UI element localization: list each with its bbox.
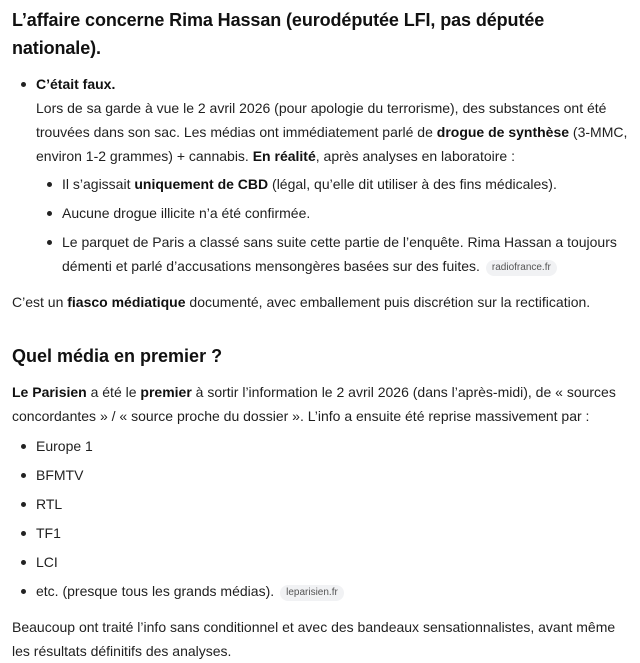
media-item: RTL	[36, 492, 628, 516]
media-heading: Quel média en premier ?	[12, 346, 223, 366]
media-item: etc. (presque tous les grands médias). leparisien.fr	[36, 579, 628, 603]
main-heading: L’affaire concerne Rima Hassan (eurodéputée LFI, pas députée nationale).	[12, 10, 545, 58]
media-item: Europe 1	[36, 434, 628, 458]
fiasco-paragraph: C’est un fiasco médiatique documenté, avec emballement puis discrétion sur la rectification.	[12, 294, 591, 310]
findings-list	[36, 172, 628, 278]
media-item: LCI	[36, 550, 628, 574]
claim-title: C’était faux.	[36, 76, 116, 92]
final-paragraph: Beaucoup ont traité l’info sans conditionnel et avec des bandeaux sensationnalistes, avant même les résultats définitifs des analyses.	[12, 619, 616, 659]
finding-item: Le parquet de Paris a classé sans suite cette partie de l’enquête. Rima Hassan a toujours démenti et parlé d’accusations mensongères basées sur des fuites. radiofrance.fr	[62, 230, 628, 278]
finding-item: Aucune drogue illicite n’a été confirmée.	[62, 201, 628, 225]
claim-list	[12, 72, 628, 278]
media-item: TF1	[36, 521, 628, 545]
source-chip-radiofrance[interactable]: radiofrance.fr	[486, 260, 557, 276]
media-item: BFMTV	[36, 463, 628, 487]
claim-item	[36, 72, 628, 278]
claim-text: Lors de sa garde à vue le 2 avril 2026 (pour apologie du terrorisme), des substances ont été trouvées dans son sac. Les médias ont immédiatement parlé de drogue de synthèse (3-MMC, environ 1-2 grammes) + cannabis. En réalité, après analyses en laboratoire :	[36, 100, 628, 164]
parisien-paragraph: Le Parisien a été le premier à sortir l’information le 2 avril 2026 (dans l’après-midi), de « sources concordantes » / « source proche du dossier ». L’info a ensuite été reprise massivement par :	[12, 384, 616, 424]
media-list	[12, 434, 628, 603]
finding-item: Il s’agissait uniquement de CBD (légal, qu’elle dit utiliser à des fins médicales).	[62, 172, 628, 196]
source-chip-leparisien[interactable]: leparisien.fr	[280, 585, 344, 601]
